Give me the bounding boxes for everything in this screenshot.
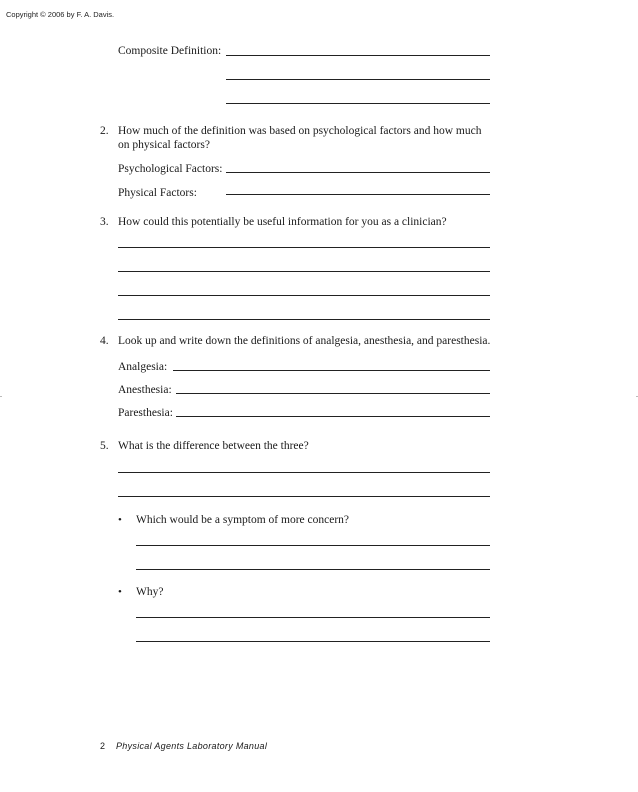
psychological-factors-label: Psychological Factors: <box>118 163 223 175</box>
anesthesia-answer-line[interactable] <box>176 393 490 394</box>
sub-question-why-text: Why? <box>136 586 164 598</box>
question-5-text: What is the difference between the three? <box>118 440 309 452</box>
question-2-number: 2. <box>100 125 109 137</box>
paresthesia-label: Paresthesia: <box>118 407 173 419</box>
sub-question-concern-text: Which would be a symptom of more concern? <box>136 514 350 526</box>
composite-definition-answer-line-2[interactable] <box>226 79 490 80</box>
bullet-icon: • <box>118 586 122 598</box>
question-3-text: How could this potentially be useful information for you as a clinician? <box>118 216 447 228</box>
question-3-answer-line-4[interactable] <box>118 319 490 320</box>
question-4-number: 4. <box>100 335 109 347</box>
question-3-number: 3. <box>100 216 109 228</box>
question-3-answer-line-2[interactable] <box>118 271 490 272</box>
question-5-number: 5. <box>100 440 109 452</box>
question-4-text: Look up and write down the definitions of analgesia, anesthesia, and paresthesia. <box>118 335 491 347</box>
composite-definition-answer-line-1[interactable] <box>226 55 490 56</box>
paresthesia-answer-line[interactable] <box>176 416 490 417</box>
question-5-answer-line-1[interactable] <box>118 472 490 473</box>
copyright-notice: Copyright © 2006 by F. A. Davis. <box>6 10 115 19</box>
psychological-factors-answer-line[interactable] <box>226 172 490 173</box>
anesthesia-label: Anesthesia: <box>118 384 172 396</box>
composite-definition-answer-line-3[interactable] <box>226 103 490 104</box>
crop-mark <box>0 396 2 397</box>
footer-book-title: Physical Agents Laboratory Manual <box>116 741 268 751</box>
analgesia-answer-line[interactable] <box>173 370 490 371</box>
sub-question-why-answer-line-2[interactable] <box>136 641 490 642</box>
question-3-answer-line-3[interactable] <box>118 295 490 296</box>
question-2-text-line-2: on physical factors? <box>118 139 210 151</box>
bullet-icon: • <box>118 514 122 526</box>
sub-question-why-answer-line-1[interactable] <box>136 617 490 618</box>
question-5-answer-line-2[interactable] <box>118 496 490 497</box>
physical-factors-answer-line[interactable] <box>226 194 490 195</box>
sub-question-concern-answer-line-2[interactable] <box>136 569 490 570</box>
question-3-answer-line-1[interactable] <box>118 247 490 248</box>
sub-question-concern-answer-line-1[interactable] <box>136 545 490 546</box>
physical-factors-label: Physical Factors: <box>118 187 197 199</box>
question-2-text-line-1: How much of the definition was based on psychological factors and how much <box>118 125 482 137</box>
composite-definition-label: Composite Definition: <box>118 45 222 57</box>
analgesia-label: Analgesia: <box>118 361 168 373</box>
page-number: 2 <box>100 741 106 751</box>
